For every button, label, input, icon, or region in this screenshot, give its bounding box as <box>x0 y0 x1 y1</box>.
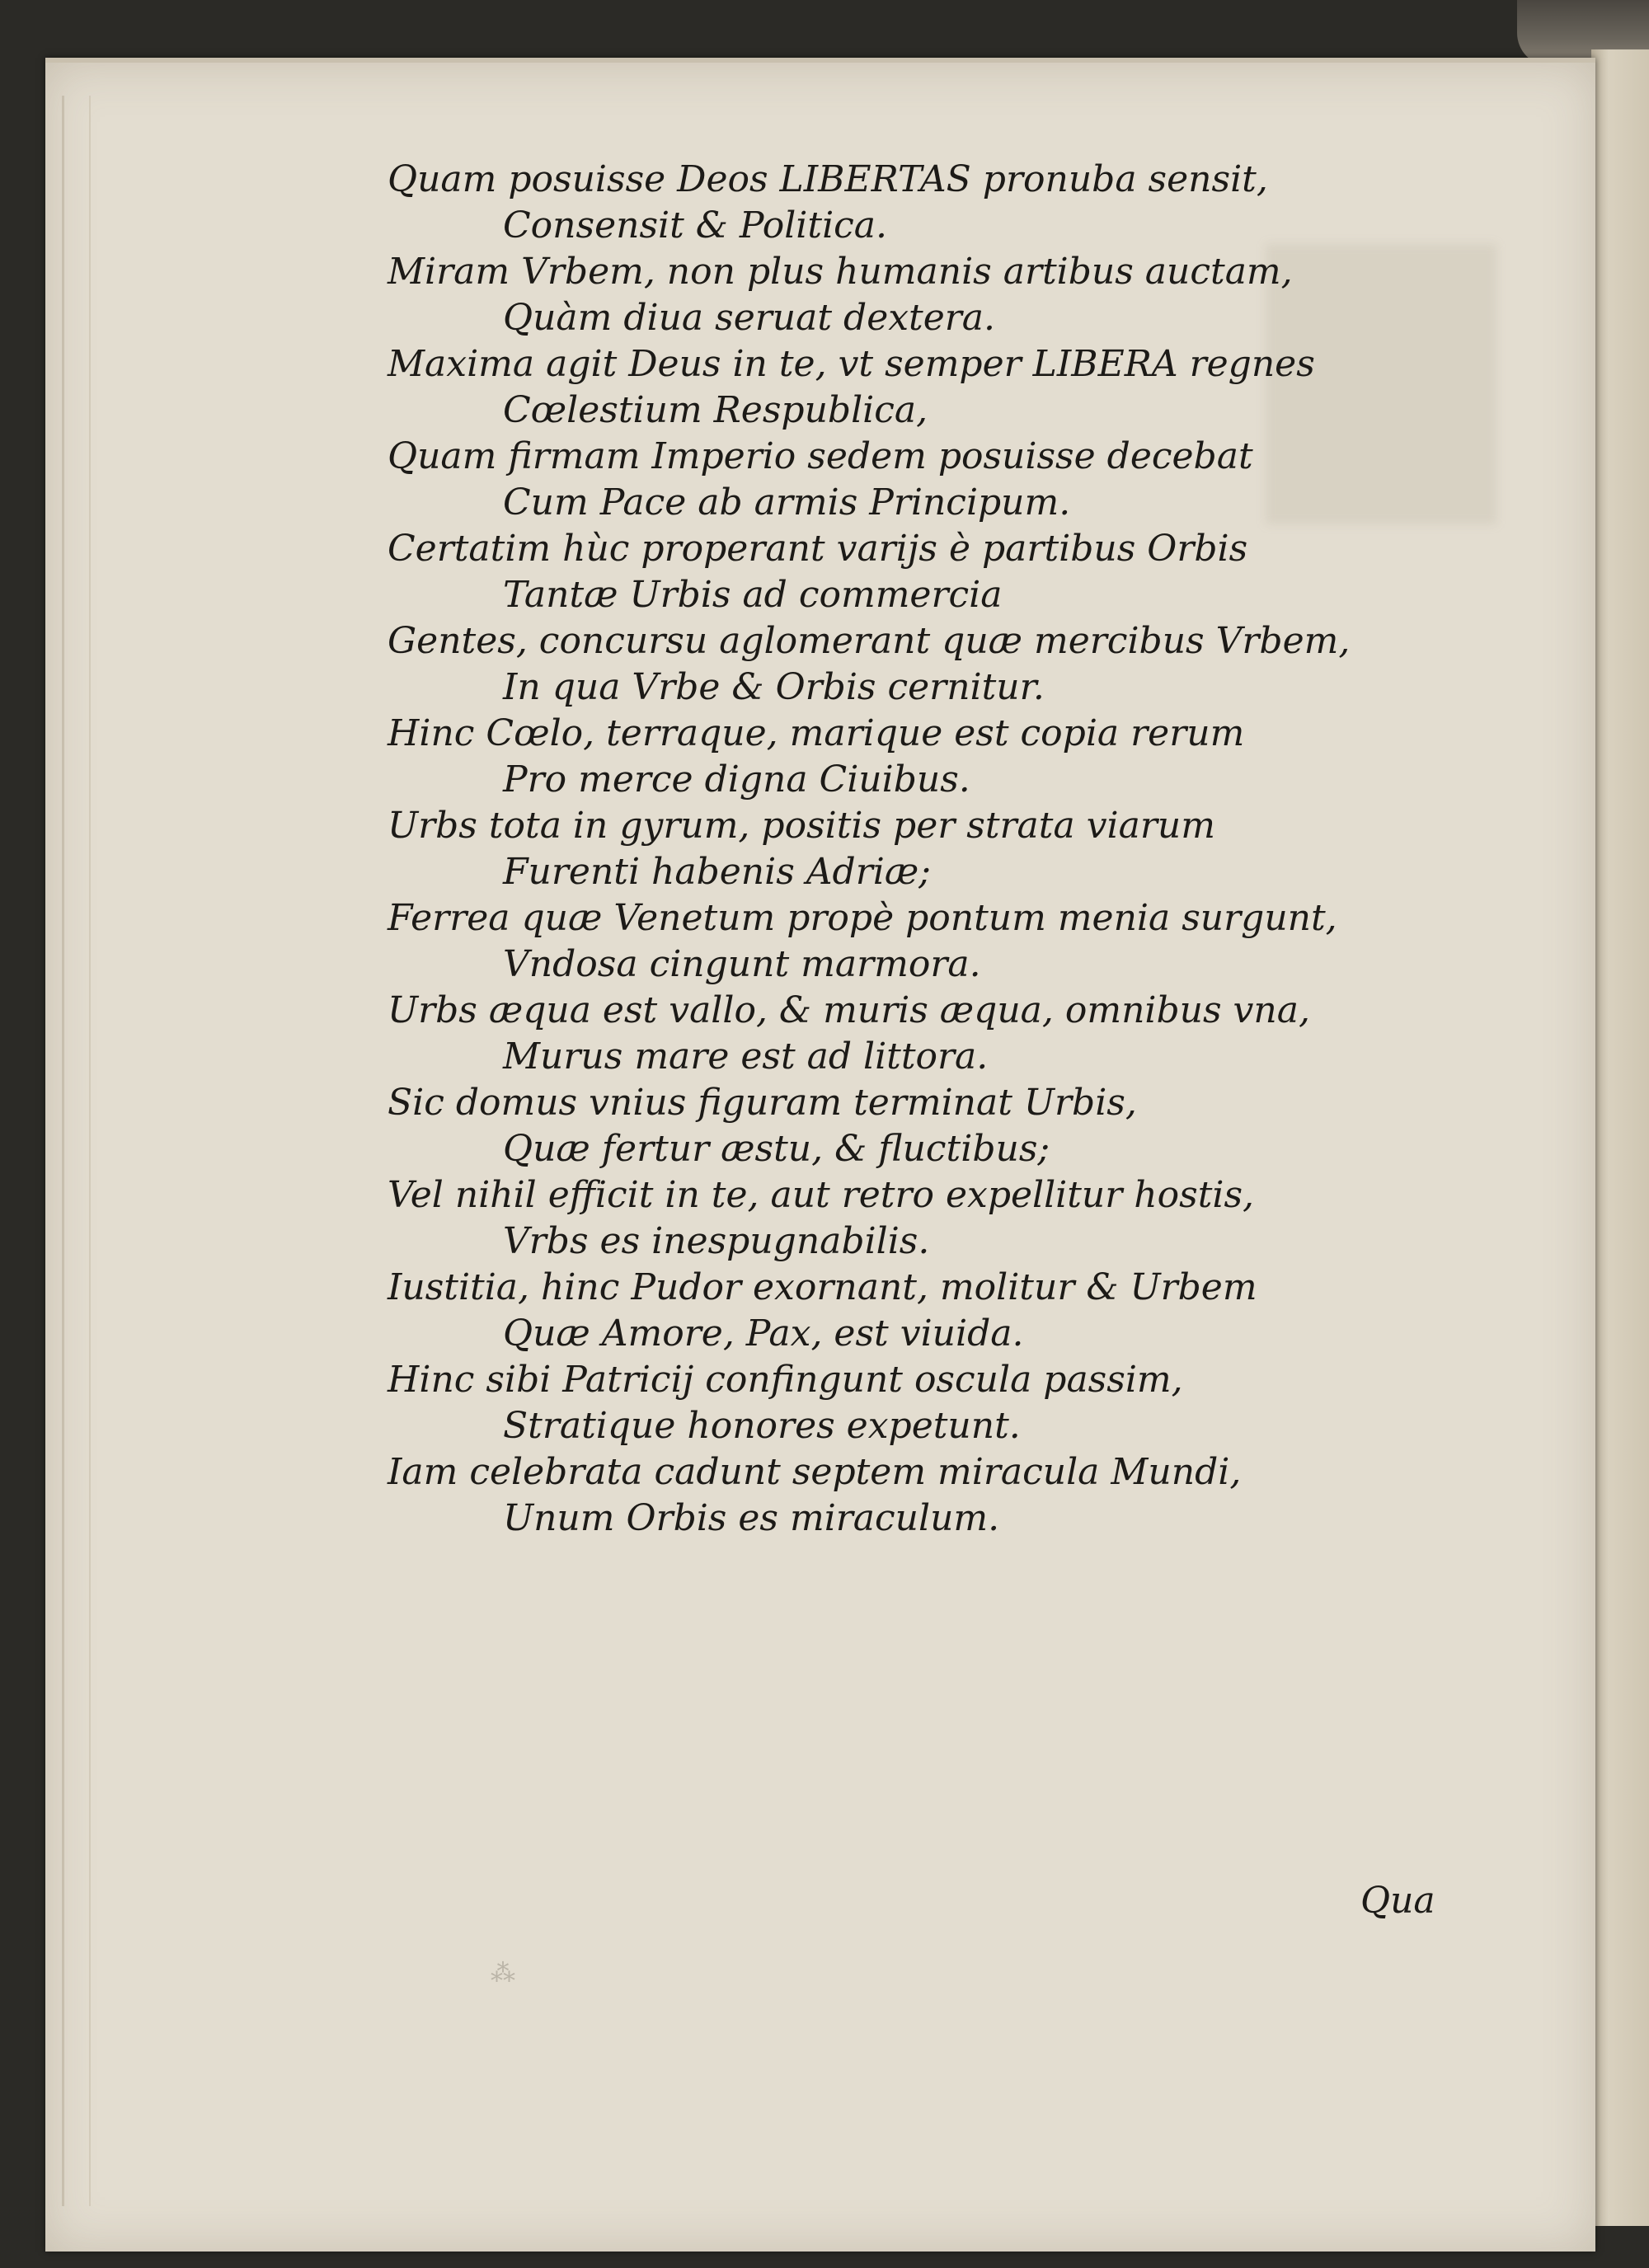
page-gutter <box>62 96 91 2206</box>
verse-line: Miram Vrbem, non plus humanis artibus auctam, <box>388 251 1293 293</box>
verse-line: Murus mare est ad littora. <box>503 1035 989 1078</box>
verse-line: Quæ fertur æstu, & fluctibus; <box>503 1128 1050 1170</box>
verse-line: Hinc sibi Patricij confingunt oscula passim, <box>388 1359 1183 1401</box>
verse-line: Sic domus vnius figuram terminat Urbis, <box>388 1082 1137 1124</box>
verse-line: Unum Orbis es miraculum. <box>503 1497 1000 1539</box>
verse-line: Urbs tota in gyrum, positis per strata viarum <box>388 805 1215 847</box>
verse-line: Consensit & Politica. <box>503 204 887 247</box>
verse-line: Hinc Cœlo, terraque, marique est copia rerum <box>388 712 1245 754</box>
verse-line: Quam firmam Imperio sedem posuisse decebat <box>388 435 1253 477</box>
verse-line: Stratique honores expetunt. <box>503 1405 1021 1447</box>
verse-line: Cum Pace ab armis Principum. <box>503 481 1071 524</box>
verse-line: Certatim hùc properant varijs è partibus Orbis <box>388 528 1248 570</box>
facing-page-edge <box>1591 49 1649 2226</box>
verse-line: Iustitia, hinc Pudor exornant, molitur & Urbem <box>388 1266 1257 1308</box>
verse-line: Vndosa cingunt marmora. <box>503 943 981 985</box>
verse-line: Pro merce digna Ciuibus. <box>503 758 970 801</box>
verse-line: Quàm diua seruat dextera. <box>503 297 996 339</box>
catchword: Qua <box>1360 1880 1435 1922</box>
verse-line: Maxima agit Deus in te, vt semper LIBERA regnes <box>388 343 1315 385</box>
verse-line: Tantæ Urbis ad commercia <box>503 574 1003 616</box>
verse-line: Quam posuisse Deos LIBERTAS pronuba sensit, <box>388 158 1268 200</box>
verse-line: Urbs æqua est vallo, & muris æqua, omnibus vna, <box>388 989 1310 1031</box>
verse-line: Quæ Amore, Pax, est viuida. <box>503 1312 1024 1355</box>
verse-line: Furenti habenis Adriæ; <box>503 851 931 893</box>
poem-text-block <box>388 157 1558 1542</box>
verse-line: Ferrea quæ Venetum propè pontum menia surgunt, <box>388 897 1337 939</box>
verse-line: Iam celebrata cadunt septem miracula Mundi, <box>388 1451 1242 1493</box>
verse-line: Vel nihil efficit in te, aut retro expellitur hostis, <box>388 1174 1255 1216</box>
verse-line: Cœlestium Respublica, <box>503 389 928 431</box>
verse-line: Gentes, concursu aglomerant quæ mercibus Vrbem, <box>388 620 1351 662</box>
faded-stamp: ⁂ <box>491 1959 515 1988</box>
verse-line: Vrbs es inespugnabilis. <box>503 1220 930 1262</box>
verse-line: In qua Vrbe & Orbis cernitur. <box>503 666 1045 708</box>
